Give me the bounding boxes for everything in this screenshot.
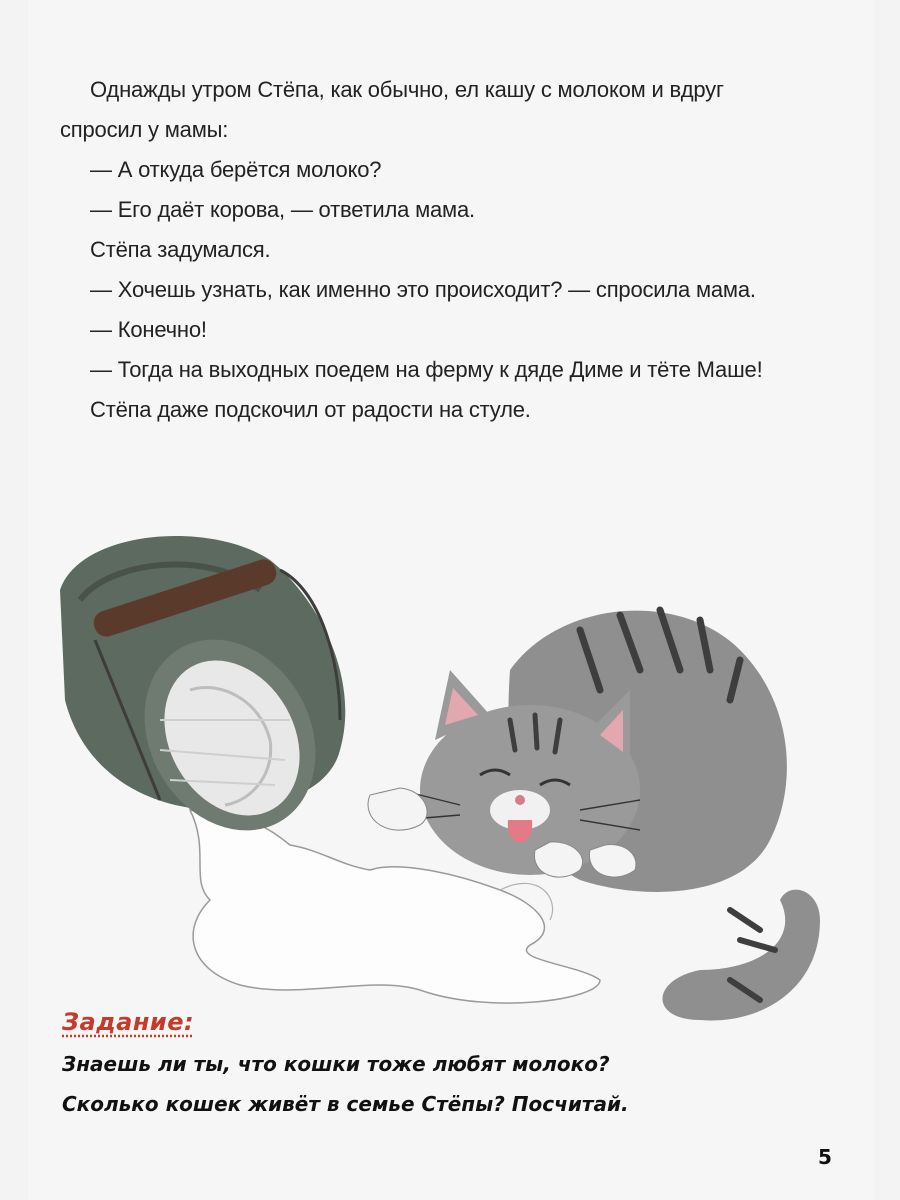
paragraph-7: — Тогда на выходных поедем на ферму к дяде Диме и тёте Маше! (90, 357, 763, 382)
illustration (40, 520, 870, 1040)
task-line-2: Сколько кошек живёт в семье Стёпы? Посчитай. (62, 1092, 629, 1116)
task-title: Задание: (62, 1008, 195, 1036)
paragraph-4: Стёпа задумался. (90, 237, 271, 262)
paragraph-2: — А откуда берётся молоко? (90, 157, 382, 182)
paragraph-6: — Конечно! (90, 317, 207, 342)
paragraph-5: — Хочешь узнать, как именно это происходит? — спросила мама. (90, 277, 756, 302)
task-text (62, 1044, 822, 1124)
paragraph-3: — Его даёт корова, — ответила мама. (90, 197, 475, 222)
milk-can-icon (60, 536, 349, 862)
story-text (60, 70, 780, 430)
task-line-1: Знаешь ли ты, что кошки тоже любят молоко? (62, 1052, 610, 1076)
paragraph-8: Стёпа даже подскочил от радости на стуле. (90, 397, 531, 422)
paragraph-1: Однажды утром Стёпа, как обычно, ел кашу с молоком и вдруг спросил у мамы: (60, 77, 724, 142)
page-number: 5 (818, 1145, 832, 1169)
